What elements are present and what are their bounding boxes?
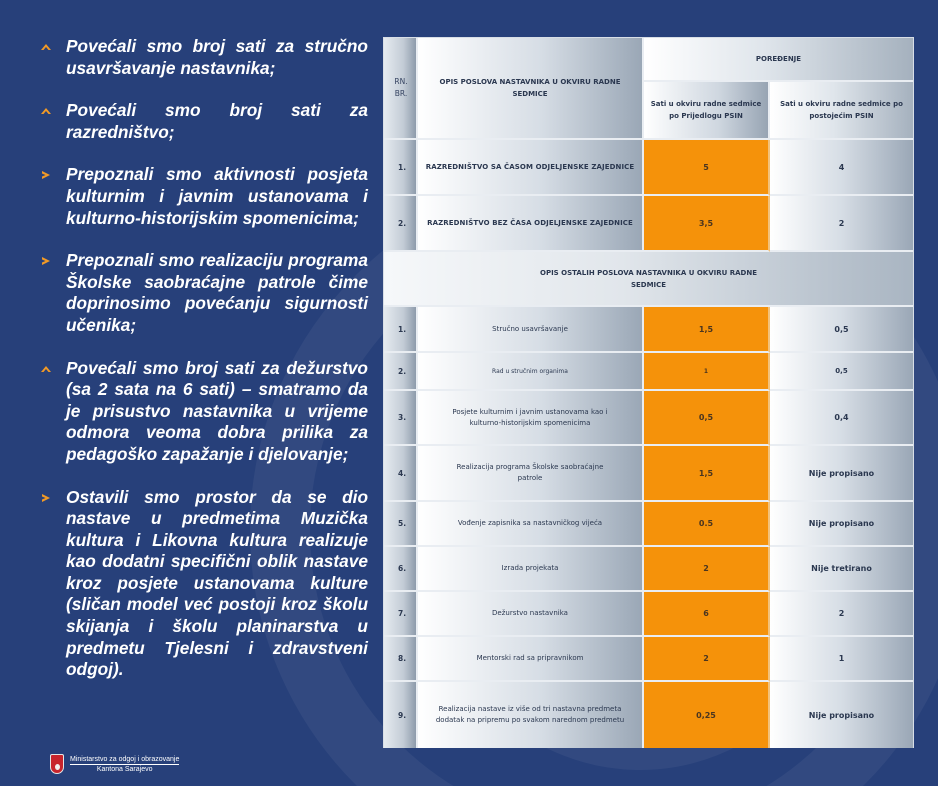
bullet-text: Prepoznali smo aktivnosti posjeta kulturnim i javnim ustanovama i kulturno-historijskim spomenicima; bbox=[66, 164, 368, 228]
table-row: 7. Dežurstvo nastavnika 6 2 bbox=[384, 592, 913, 637]
bullet-list bbox=[36, 36, 368, 702]
header-psin-proposal: Sati u okviru radne sedmice po Prijedlogu PSIN bbox=[644, 82, 770, 138]
bullet-text: Povećali smo broj sati za dežurstvo (sa 2 sata na 6 sati) – smatramo da je prisustvo nastavnika u vrijeme odmora veoma dobra prilika za pedagoško zapažanje i djelovanje; bbox=[66, 357, 368, 464]
right-chevron-icon bbox=[36, 252, 66, 272]
table-row: 8. Mentorski rad sa pripravnikom 2 1 bbox=[384, 637, 913, 682]
bullet-item bbox=[36, 164, 368, 229]
bullet-text: Prepoznali smo realizaciju programa Školske saobraćajne patrole čime doprinosimo povećanju sigurnosti učenika; bbox=[66, 250, 368, 335]
header-description: OPIS POSLOVA NASTAVNIKA U OKVIRU RADNE SEDMICE bbox=[418, 38, 644, 140]
right-chevron-icon bbox=[36, 489, 66, 509]
section-title: OPIS OSTALIH POSLOVA NASTAVNIKA U OKVIRU RADNE SEDMICE bbox=[384, 252, 913, 307]
header-poredenje: POREĐENJE bbox=[644, 38, 913, 82]
bullet-text: Povećali smo broj sati za stručno usavršavanje nastavnika; bbox=[66, 36, 368, 78]
bullet-text: Povećali smo broj sati za razredništvo; bbox=[66, 100, 368, 142]
bullet-item bbox=[36, 100, 368, 143]
table-row: 3. Posjete kulturnim i javnim ustanovama kao i kulturno-historijskim spomenicima 0,5 0,4 bbox=[384, 391, 913, 446]
table-row: 5. Vođenje zapisnika sa nastavničkog vijeća 0.5 Nije propisano bbox=[384, 502, 913, 547]
comparison-table bbox=[383, 37, 914, 748]
bullet-item bbox=[36, 250, 368, 336]
header-rn-br: RN. BR. bbox=[384, 38, 418, 140]
header-comparison bbox=[644, 38, 913, 140]
table-row: 6. Izrada projekata 2 Nije tretirano bbox=[384, 547, 913, 592]
table-row: 2. Rad u stručnim organima 1 0,5 bbox=[384, 353, 913, 391]
table-row: 1. Stručno usavršavanje 1,5 0,5 bbox=[384, 307, 913, 353]
bullet-item bbox=[36, 358, 368, 466]
bullet-item bbox=[36, 487, 368, 681]
up-chevron-icon bbox=[36, 102, 66, 122]
bullet-item bbox=[36, 36, 368, 79]
up-chevron-icon bbox=[36, 38, 66, 58]
right-chevron-icon bbox=[36, 166, 66, 186]
up-chevron-icon bbox=[36, 360, 66, 380]
header-psin-existing: Sati u okviru radne sedmice po postojećim PSIN bbox=[770, 82, 913, 138]
table-row: 9. Realizacija nastave iz više od tri nastavna predmeta dodatak na pripremu po svakom narednom predmetu 0,25 Nije propisano bbox=[384, 682, 913, 748]
table-row: 4. Realizacija programa Školske saobraćajne patrole 1,5 Nije propisano bbox=[384, 446, 913, 502]
table-row: 2. RAZREDNIŠTVO BEZ ČASA ODJELJENSKE ZAJEDNICE 3,5 2 bbox=[384, 196, 913, 252]
ministry-logo bbox=[50, 754, 179, 774]
ministry-name: Ministarstvo za odgoj i obrazovanje Kantona Sarajevo bbox=[70, 755, 180, 773]
bullet-text: Ostavili smo prostor da se dio nastave u predmetima Muzička kultura i Likovna kultura realizuje kao dodatni specifični oblik nastave kroz posjete ustanovama kulture (sličan model već postoji kroz školu skijanja i školu planinarstva u predmetu Tjelesni i zdravstveni odgoj). bbox=[66, 486, 368, 680]
table-header bbox=[384, 38, 913, 140]
table-row: 1. RAZREDNIŠTVO SA ČASOM ODJELJENSKE ZAJEDNICE 5 4 bbox=[384, 140, 913, 196]
section-title-row bbox=[384, 252, 913, 307]
coat-of-arms-icon bbox=[50, 754, 64, 774]
